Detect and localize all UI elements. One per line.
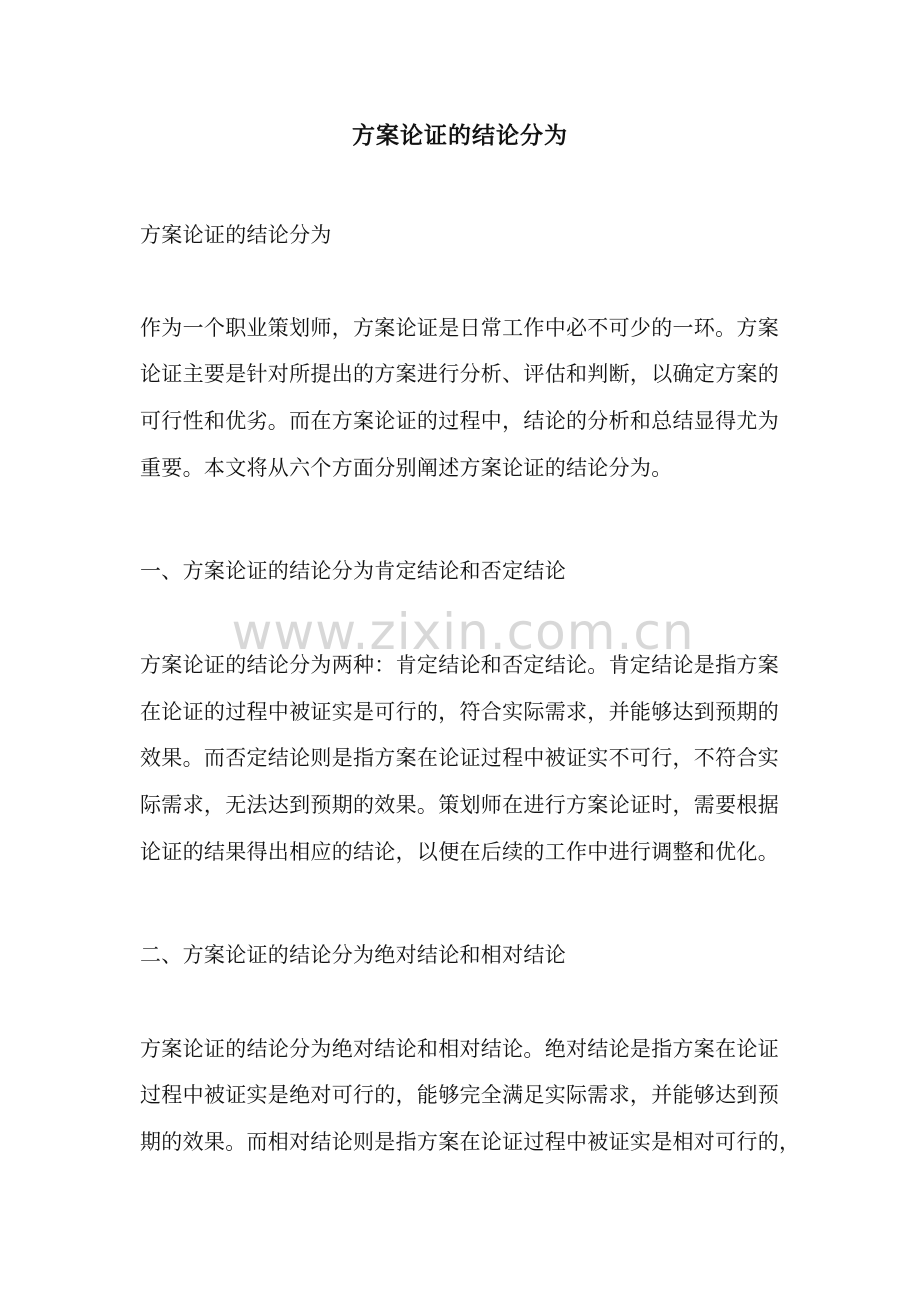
document-title: 方案论证的结论分为 xyxy=(352,122,568,149)
intro-line-4: 重要。本文将从六个方面分别阐述方案论证的结论分为。 xyxy=(140,456,673,480)
section1-line-3: 效果。而否定结论则是指方案在论证过程中被证实不可行，不符合实 xyxy=(140,746,779,770)
section-heading-1: 一、方案论证的结论分为肯定结论和否定结论 xyxy=(140,559,566,583)
section1-line-4: 际需求，无法达到预期的效果。策划师在进行方案论证时，需要根据 xyxy=(140,793,779,817)
intro-line-3: 可行性和优劣。而在方案论证的过程中，结论的分析和总结显得尤为 xyxy=(140,409,779,433)
subtitle-line: 方案论证的结论分为 xyxy=(140,223,332,247)
section-heading-2: 二、方案论证的结论分为绝对结论和相对结论 xyxy=(140,943,566,967)
section1-line-5: 论证的结果得出相应的结论，以便在后续的工作中进行调整和优化。 xyxy=(140,840,779,864)
section2-line-1: 方案论证的结论分为绝对结论和相对结论。绝对结论是指方案在论证 xyxy=(140,1037,779,1061)
section2-line-2: 过程中被证实是绝对可行的，能够完全满足实际需求，并能够达到预 xyxy=(140,1083,779,1107)
watermark: www.zixin.com.cn xyxy=(231,603,695,661)
section2-line-3: 期的效果。而相对结论则是指方案在论证过程中被证实是相对可行的， xyxy=(140,1130,801,1154)
section1-line-2: 在论证的过程中被证实是可行的，符合实际需求，并能够达到预期的 xyxy=(140,700,779,724)
section1-line-1: 方案论证的结论分为两种：肯定结论和否定结论。肯定结论是指方案 xyxy=(140,653,779,677)
intro-line-1: 作为一个职业策划师，方案论证是日常工作中必不可少的一环。方案 xyxy=(140,316,779,340)
intro-line-2: 论证主要是针对所提出的方案进行分析、评估和判断，以确定方案的 xyxy=(140,362,779,386)
